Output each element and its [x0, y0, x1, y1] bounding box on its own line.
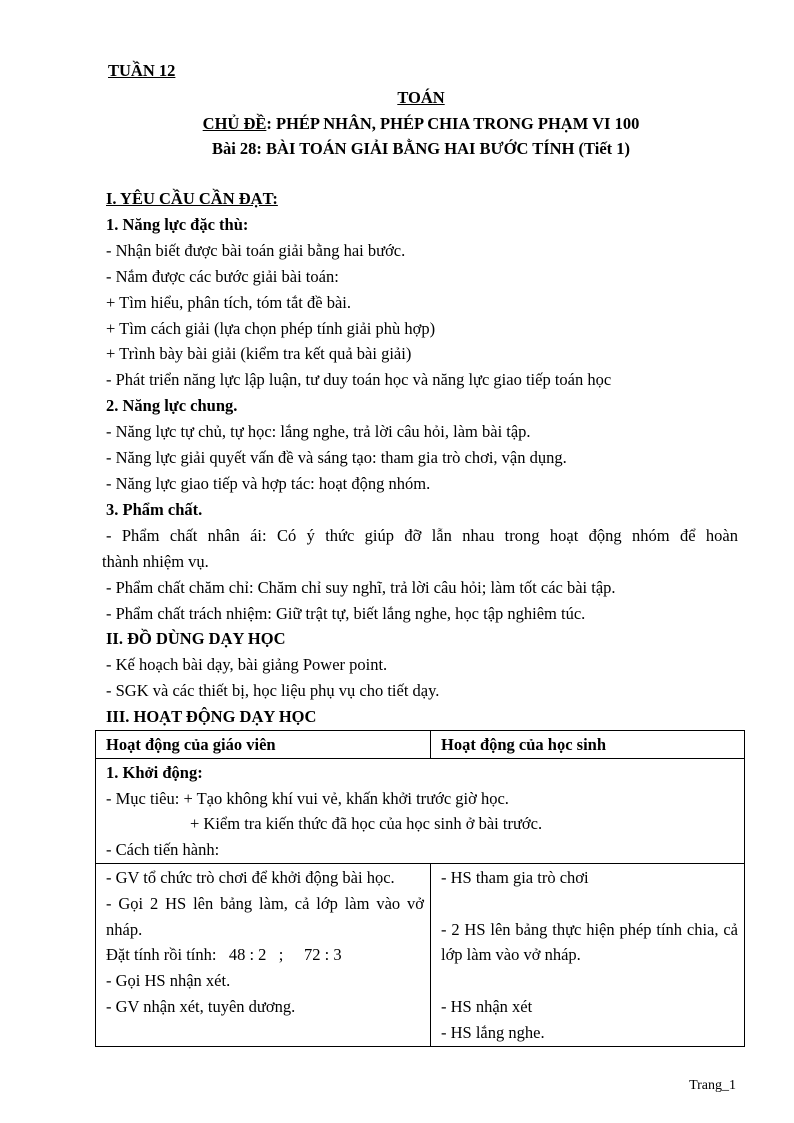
- startup-title: 1. Khởi động:: [106, 762, 203, 782]
- list-item: - Phẩm chất nhân ái: Có ý thức giúp đỡ lẫn nhau trong hoạt động nhóm để hoàn: [106, 525, 738, 545]
- list-item: - Nắm được các bước giải bài toán:: [106, 266, 339, 286]
- list-item: - Phẩm chất chăm chỉ: Chăm chỉ suy nghĩ, trả lời câu hỏi; làm tốt các bài tập.: [106, 577, 616, 597]
- teacher-step-4: - Gọi HS nhận xét.: [106, 971, 231, 991]
- subject-title: TOÁN: [397, 88, 445, 107]
- section-1-sub-2: 2. Năng lực chung.: [106, 396, 238, 416]
- topic-rest: : PHÉP NHÂN, PHÉP CHIA TRONG PHẠM VI 100: [266, 114, 640, 133]
- startup-goal-1: - Mục tiêu: + Tạo không khí vui vẻ, khấn khởi trước giờ học.: [106, 788, 509, 808]
- spacer: [441, 891, 738, 917]
- student-step-4: - HS nhận xét: [441, 996, 533, 1016]
- list-item: - Phẩm chất trách nhiệm: Giữ trật tự, biết lắng nghe, học tập nghiêm túc.: [106, 603, 586, 623]
- list-item: - Phát triển năng lực lập luận, tư duy toán học và năng lực giao tiếp toán học: [106, 370, 612, 390]
- section-1-sub-1: 1. Năng lực đặc thù:: [106, 214, 249, 234]
- list-item: + Trình bày bài giải (kiểm tra kết quả bài giải): [106, 344, 412, 364]
- teacher-step-2: - Gọi 2 HS lên bảng làm, cả lớp làm vào vở nháp.: [106, 893, 424, 939]
- list-item: + Tìm cách giải (lựa chọn phép tính giải phù hợp): [106, 318, 436, 338]
- student-step-1: - HS tham gia trò chơi: [441, 867, 589, 887]
- list-item: - SGK và các thiết bị, học liệu phụ vụ cho tiết dạy.: [106, 681, 440, 701]
- list-item: - Năng lực tự chủ, tự học: lắng nghe, trả lời câu hỏi, làm bài tập.: [106, 422, 531, 442]
- section-3-title: III. HOẠT ĐỘNG DẠY HỌC: [106, 707, 317, 727]
- spacer: [441, 968, 738, 994]
- lesson-body: [102, 186, 738, 730]
- list-item: - Năng lực giao tiếp và hợp tác: hoạt động nhóm.: [106, 473, 431, 493]
- activity-table: [95, 730, 745, 1047]
- list-item: - Năng lực giải quyết vấn đề và sáng tạo: tham gia trò chơi, vận dụng.: [106, 448, 567, 468]
- list-item: - Kế hoạch bài dạy, bài giảng Power point.: [106, 655, 388, 675]
- lesson-title: Bài 28: BÀI TOÁN GIẢI BẰNG HAI BƯỚC TÍNH (Tiết 1): [211, 139, 631, 158]
- topic-label: CHỦ ĐỀ: [202, 114, 267, 133]
- section-1-sub-3: 3. Phẩm chất.: [106, 499, 203, 519]
- table-header-row: [96, 731, 745, 759]
- startup-goal-2: + Kiểm tra kiến thức đã học của học sinh ở bài trước.: [190, 814, 543, 834]
- section-2-title: II. ĐỒ DÙNG DẠY HỌC: [106, 629, 286, 649]
- startup-cell: [96, 758, 745, 863]
- teacher-step-3: Đặt tính rồi tính: 48 : 2 ; 72 : 3: [106, 945, 342, 965]
- table-row-activities: [96, 863, 745, 1046]
- table-row-startup: [96, 758, 745, 863]
- header-teacher: Hoạt động của giáo viên: [96, 731, 431, 759]
- student-cell: [431, 863, 745, 1046]
- teacher-step-1: - GV tổ chức trò chơi để khởi động bài học.: [106, 867, 395, 887]
- list-item-continuation: thành nhiệm vụ.: [102, 551, 209, 571]
- teacher-step-5: - GV nhận xét, tuyên dương.: [106, 996, 296, 1016]
- section-1-title: I. YÊU CẦU CẦN ĐẠT:: [106, 189, 278, 208]
- week-label: TUẦN 12: [108, 61, 176, 80]
- page-number: Trang_1: [689, 1078, 736, 1093]
- header-student: Hoạt động của học sinh: [431, 731, 745, 759]
- list-item: - Nhận biết được bài toán giải bằng hai bước.: [106, 240, 406, 260]
- student-step-2: - 2 HS lên bảng thực hiện phép tính chia, cả lớp làm vào vở nháp.: [441, 919, 738, 965]
- startup-method: - Cách tiến hành:: [106, 840, 220, 860]
- list-item: + Tìm hiểu, phân tích, tóm tắt đề bài.: [106, 292, 351, 312]
- topic-title: [96, 114, 746, 134]
- student-step-5: - HS lắng nghe.: [441, 1022, 545, 1042]
- teacher-cell: [96, 863, 431, 1046]
